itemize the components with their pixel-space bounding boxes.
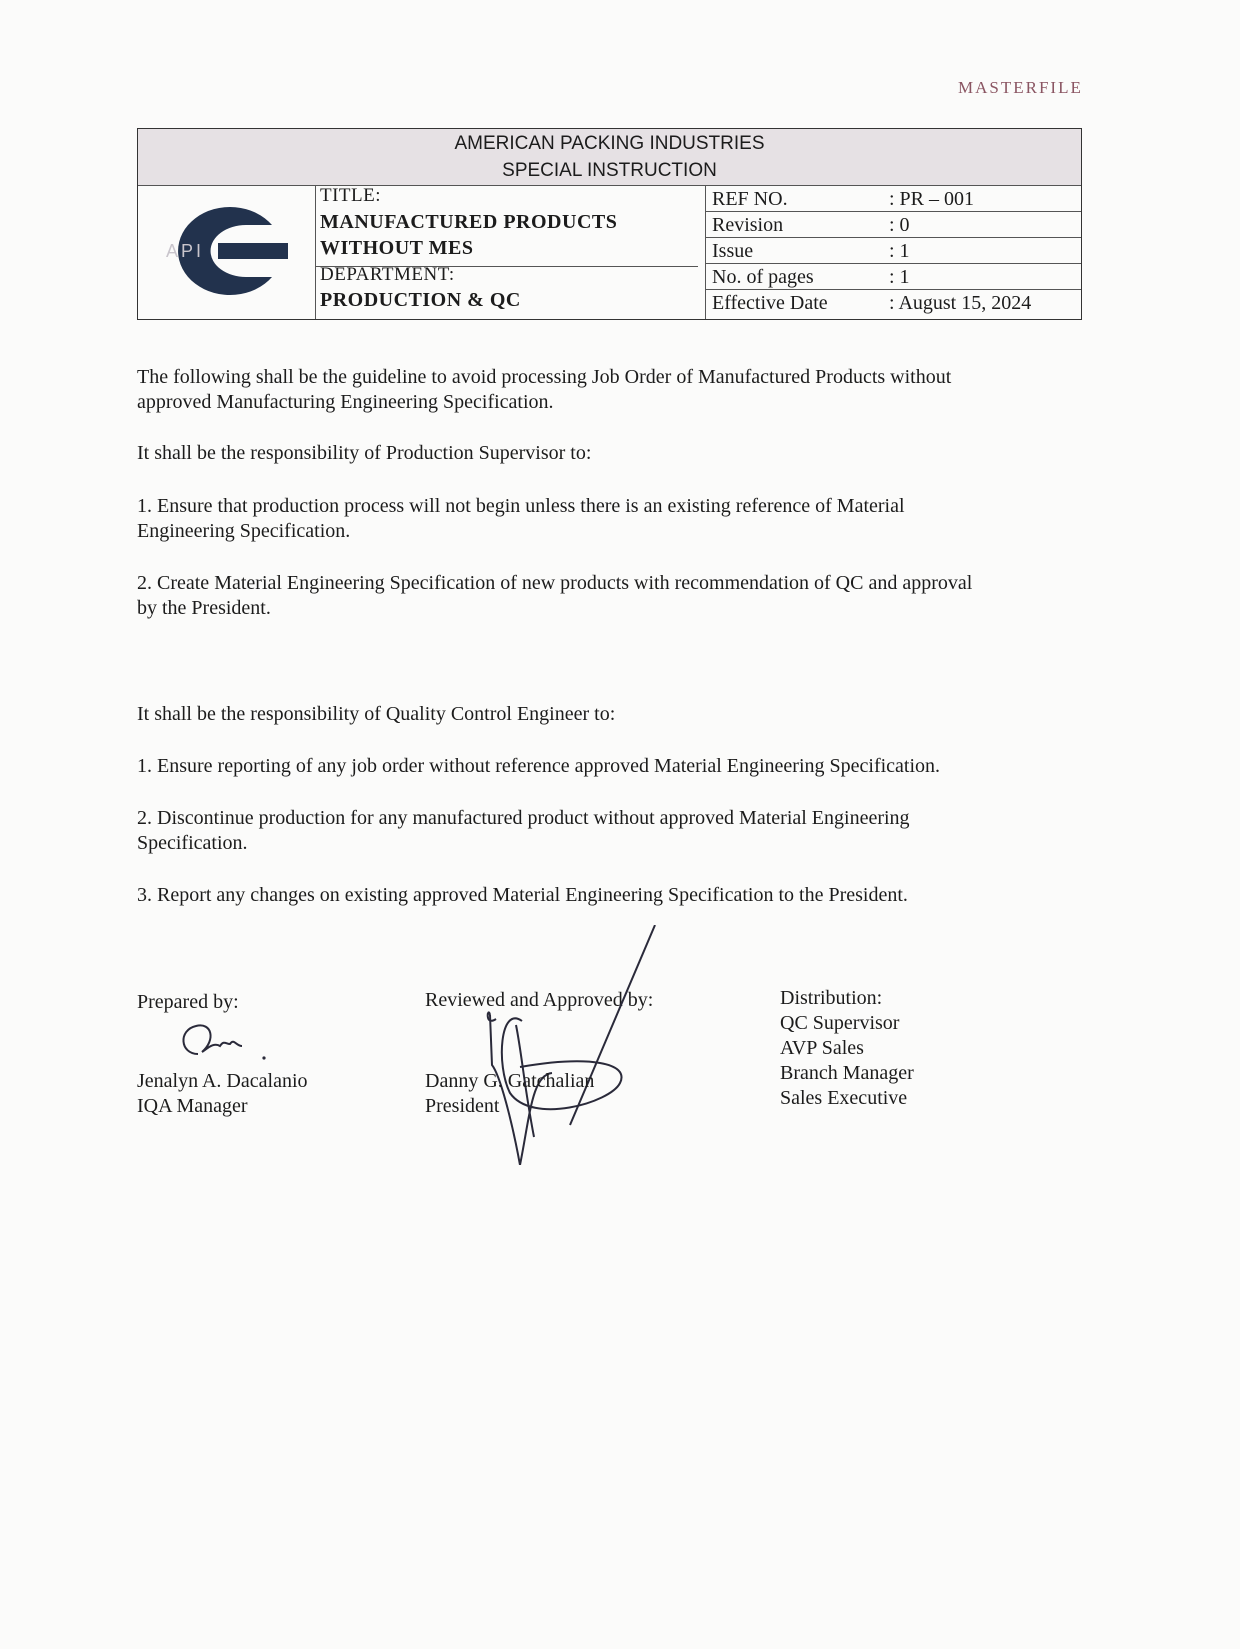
distribution-item: AVP Sales <box>780 1037 864 1059</box>
title-row <box>316 186 698 267</box>
effective-date-value: : August 15, 2024 <box>889 292 1032 314</box>
title-line-1: MANUFACTURED PRODUCTS <box>320 211 618 233</box>
supervisor-item-1-line-1: 1. Ensure that production process will not begin unless there is an existing reference of Material <box>137 495 905 517</box>
approved-name: Danny G. Gatchalian <box>425 1070 595 1092</box>
approved-title: President <box>425 1095 500 1117</box>
pages-value: : 1 <box>885 264 1081 290</box>
distribution-label: Distribution: <box>780 987 883 1009</box>
department-row <box>316 266 698 319</box>
ref-no-label: REF NO. <box>706 186 885 212</box>
revision-label: Revision <box>706 212 885 238</box>
approved-by-label: Reviewed and Approved by: <box>425 989 654 1011</box>
pages-label: No. of pages <box>706 264 885 290</box>
department-value: PRODUCTION & QC <box>320 289 521 311</box>
qc-item-2-line-1: 2. Discontinue production for any manufactured product without approved Material Engineering <box>137 807 910 829</box>
title-department-column <box>315 186 698 319</box>
qc-item-2-line-2: Specification. <box>137 832 248 854</box>
prepared-signature-icon <box>168 1018 278 1068</box>
issue-label: Issue <box>706 238 885 264</box>
field-values-column <box>885 186 1081 319</box>
supervisor-item-1 <box>137 494 1077 544</box>
effective-date-label: Effective Date <box>712 292 828 314</box>
company-logo-icon <box>160 191 290 311</box>
header-band <box>138 129 1081 186</box>
prepared-name: Jenalyn A. Dacalanio <box>137 1070 308 1092</box>
distribution-item: Branch Manager <box>780 1062 914 1084</box>
intro-line-2: approved Manufacturing Engineering Specification. <box>137 391 554 413</box>
supervisor-item-2-line-2: by the President. <box>137 597 271 619</box>
qc-item-2 <box>137 806 1077 856</box>
supervisor-item-1-line-2: Engineering Specification. <box>137 520 351 542</box>
supervisor-heading: It shall be the responsibility of Production Supervisor to: <box>137 442 592 464</box>
distribution-item: Sales Executive <box>780 1087 908 1109</box>
document-header-table <box>137 128 1082 320</box>
title-label: TITLE: <box>320 185 382 206</box>
approved-by-block <box>425 1069 594 1119</box>
intro-line-1: The following shall be the guideline to avoid processing Job Order of Manufactured Products without <box>137 366 952 388</box>
qc-heading: It shall be the responsibility of Quality Control Engineer to: <box>137 703 616 725</box>
document-type: SPECIAL INSTRUCTION <box>502 160 717 181</box>
masterfile-stamp: MASTERFILE <box>958 78 1083 97</box>
logo-text: API <box>166 241 205 261</box>
issue-value: : 1 <box>885 238 1081 264</box>
revision-value: : 0 <box>885 212 1081 238</box>
field-labels-column <box>705 186 885 319</box>
qc-item-3: 3. Report any changes on existing approved Material Engineering Specification to the President. <box>137 884 908 906</box>
intro-paragraph <box>137 365 1077 415</box>
distribution-block <box>780 986 914 1111</box>
company-name: AMERICAN PACKING INDUSTRIES <box>454 133 765 154</box>
approved-signature-icon <box>460 925 670 1165</box>
ref-no-value: : PR – 001 <box>885 186 1081 212</box>
supervisor-item-2 <box>137 571 1077 621</box>
prepared-by-block <box>137 1069 308 1119</box>
prepared-by-label: Prepared by: <box>137 991 239 1013</box>
supervisor-item-2-line-1: 2. Create Material Engineering Specification of new products with recommendation of QC and approval <box>137 572 973 594</box>
title-line-2: WITHOUT MES <box>320 237 474 259</box>
prepared-title: IQA Manager <box>137 1095 248 1117</box>
department-label: DEPARTMENT: <box>320 264 455 285</box>
qc-item-1: 1. Ensure reporting of any job order without reference approved Material Engineering Specification. <box>137 755 941 777</box>
distribution-item: QC Supervisor <box>780 1012 900 1034</box>
